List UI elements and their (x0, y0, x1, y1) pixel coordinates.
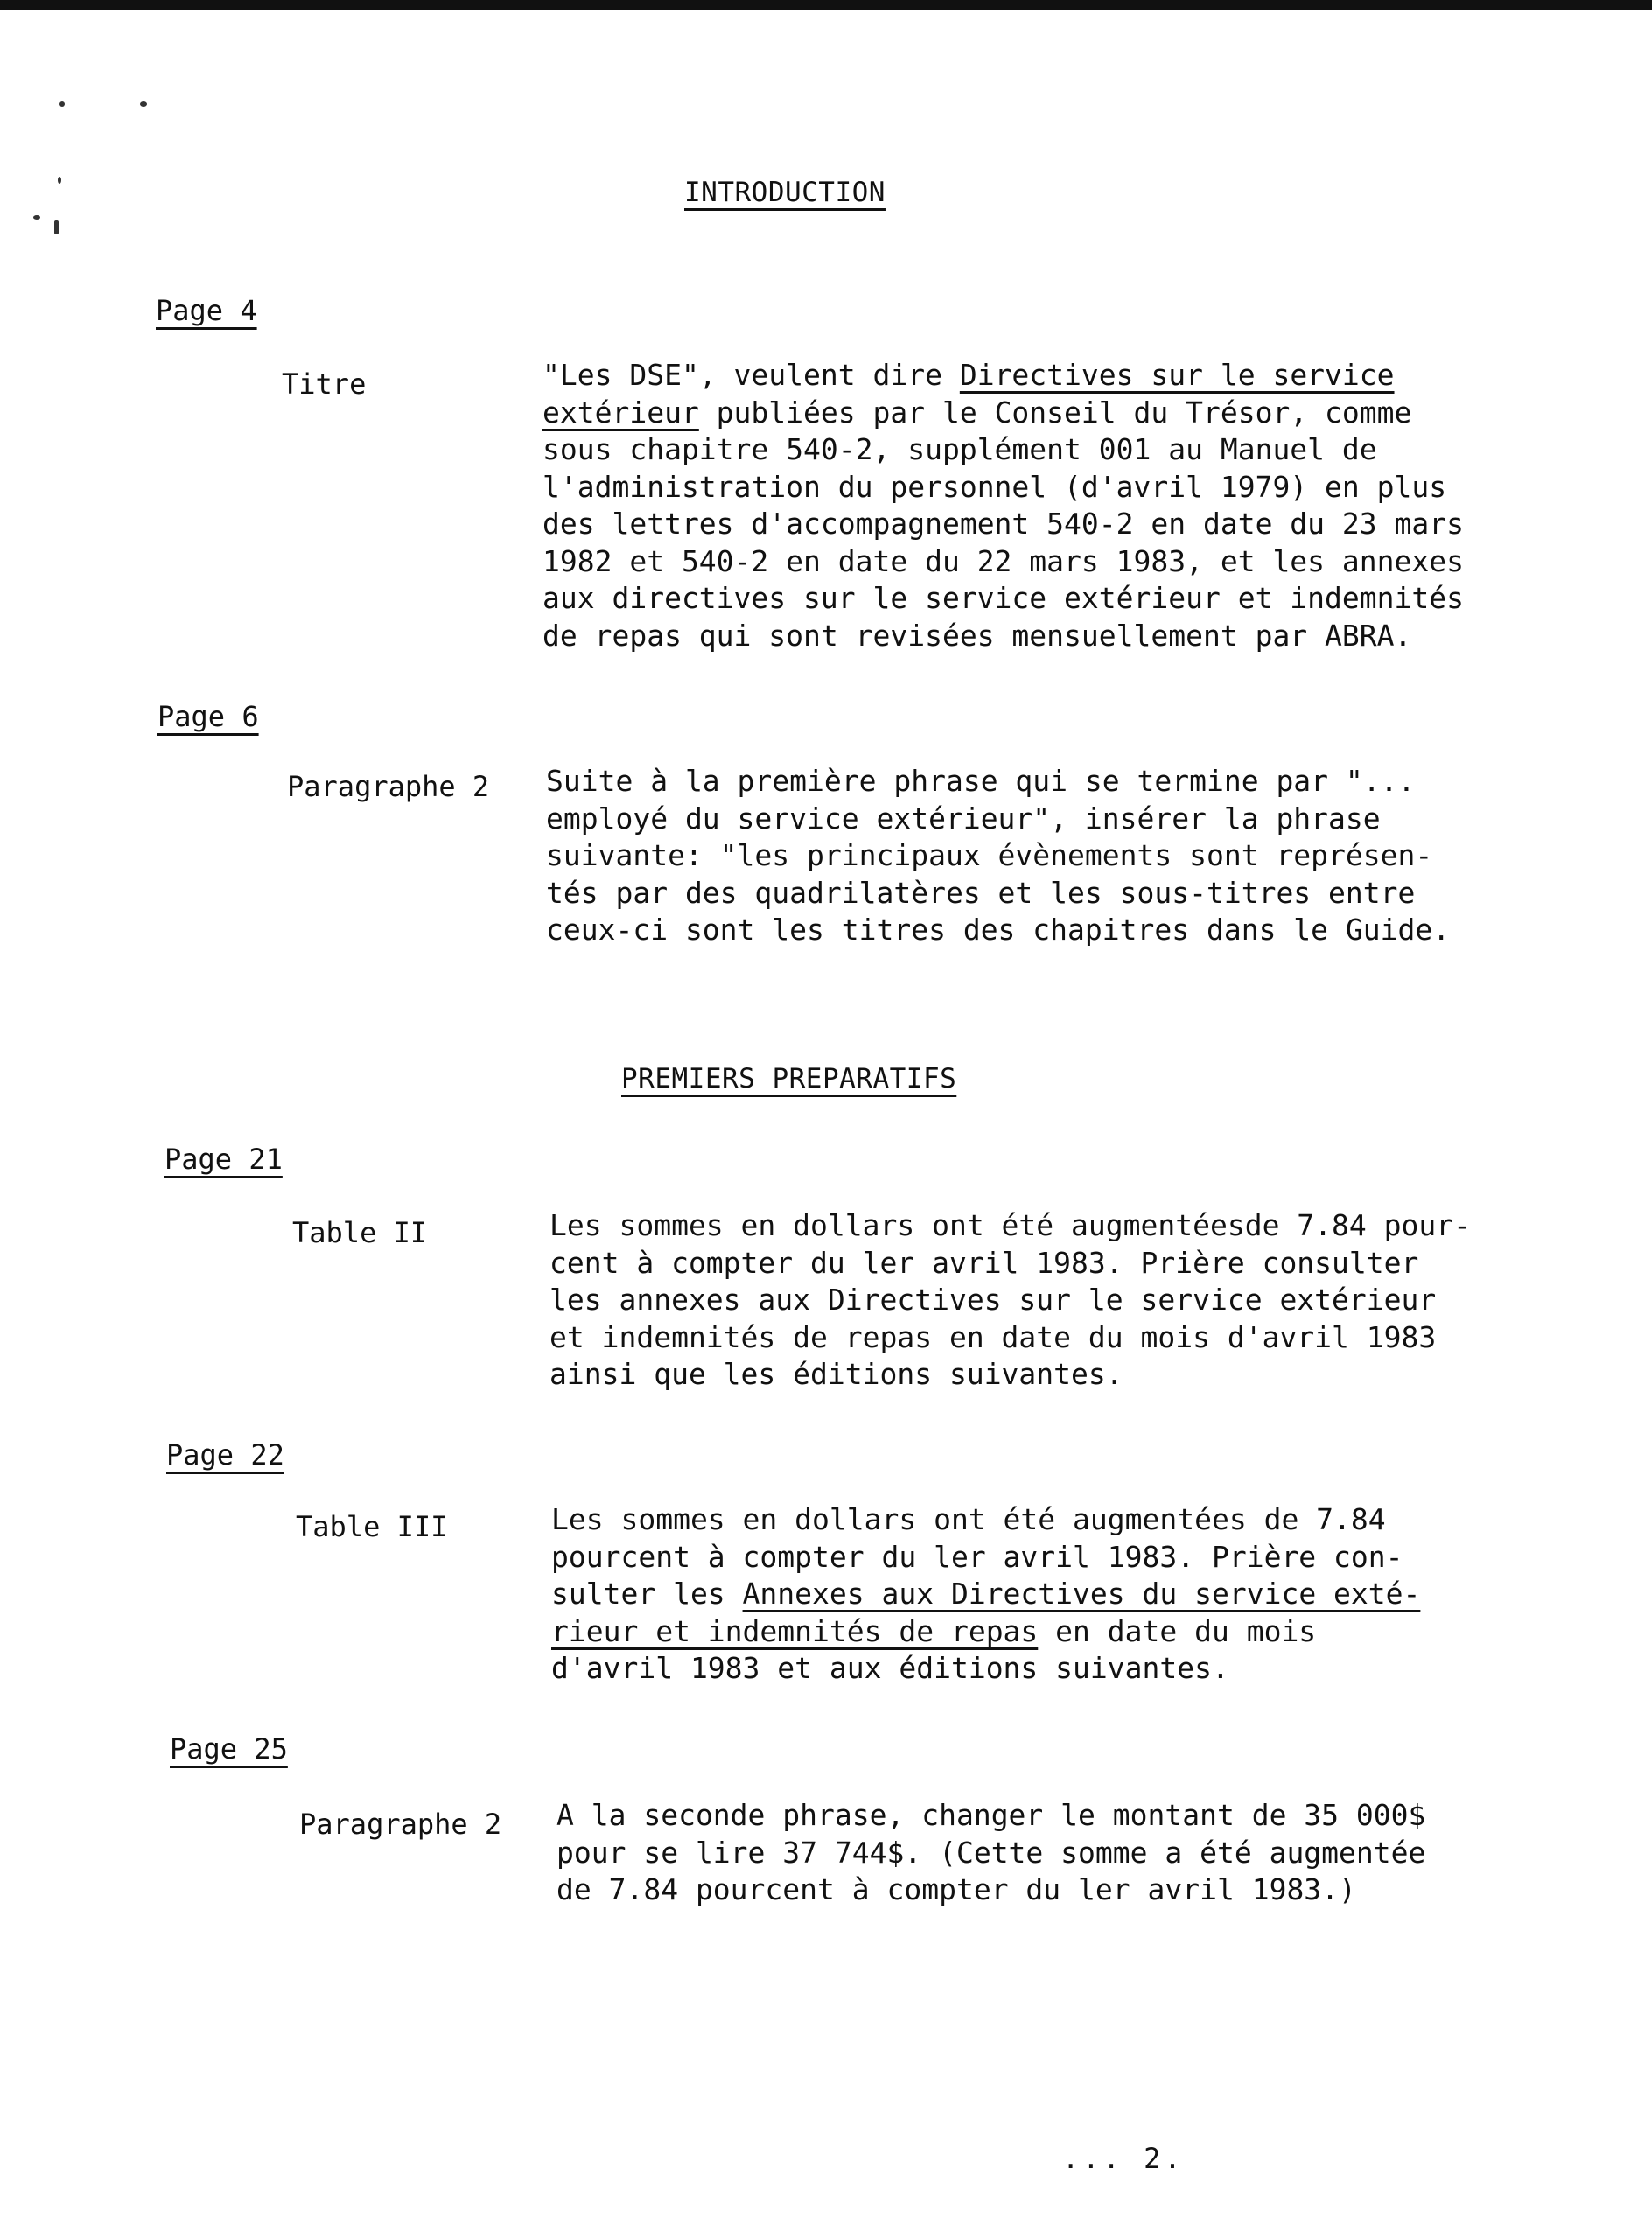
section-text (542, 357, 1464, 654)
section-text (551, 1501, 1420, 1688)
text-line: les annexes aux Directives sur le service extérieur (550, 1283, 1437, 1317)
page-reference: Page 22 (166, 1438, 284, 1472)
text-line: ceux-ci sont les titres des chapitres dans le Guide. (546, 913, 1451, 947)
section-text (550, 1207, 1471, 1394)
text-line: pourcent à compter du ler avril 1983. Prière con- (551, 1539, 1404, 1574)
text-line: tés par des quadrilatères et les sous-titres entre (546, 875, 1416, 910)
page-reference: Page 21 (164, 1143, 283, 1176)
text-line: et indemnités de repas en date du mois d'avril 1983 (550, 1319, 1437, 1354)
page-reference: Page 4 (156, 294, 257, 327)
text-line: Suite à la première phrase qui se termine par "... (546, 764, 1416, 798)
underlined-phrase: Annexes aux Directives du service exté- (742, 1577, 1421, 1611)
scan-speck (60, 101, 65, 107)
item-label: Table II (292, 1216, 428, 1249)
text-line: de repas qui sont revisées mensuellement par ABRA. (542, 618, 1412, 653)
text-line: "Les DSE", veulent dire Directives sur le service (542, 358, 1395, 392)
scan-speck (140, 101, 147, 107)
item-label: Paragraphe 2 (287, 770, 490, 803)
page-reference: Page 25 (170, 1732, 288, 1766)
text-line: l'administration du personnel (d'avril 1979) en plus (542, 469, 1447, 504)
scan-speck (54, 220, 59, 234)
text-line: A la seconde phrase, changer le montant de 35 000$ (556, 1798, 1426, 1832)
text-line: Les sommes en dollars ont été augmentéesde 7.84 pour- (550, 1208, 1471, 1242)
scan-speck (58, 177, 61, 184)
text-line: ainsi que les éditions suivantes. (550, 1357, 1124, 1391)
underlined-phrase: Directives sur le service (959, 358, 1395, 392)
text-line: de 7.84 pourcent à compter du ler avril 1983.) (556, 1872, 1356, 1906)
text-line: aux directives sur le service extérieur et indemnités (542, 581, 1464, 615)
text-line: extérieur publiées par le Conseil du Trésor, comme (542, 395, 1412, 430)
page-reference: Page 6 (158, 700, 259, 733)
heading-premiers-preparatifs: PREMIERS PREPARATIFS (621, 1063, 957, 1095)
scan-speck (33, 215, 40, 220)
text-line: pour se lire 37 744$. (Cette somme a été augmentée (556, 1835, 1426, 1870)
text-line: des lettres d'accompagnement 540-2 en date du 23 mars (542, 507, 1464, 541)
text-line: sulter les Annexes aux Directives du service exté- (551, 1577, 1421, 1611)
text-line: employé du service extérieur", insérer la phrase (546, 801, 1381, 836)
text-line: 1982 et 540-2 en date du 22 mars 1983, et les annexes (542, 543, 1464, 578)
text-line: Les sommes en dollars ont été augmentées de 7.84 (551, 1502, 1386, 1536)
heading-introduction: INTRODUCTION (684, 177, 886, 208)
item-label: Paragraphe 2 (299, 1808, 502, 1841)
page-continuation: ... 2. (1062, 2142, 1185, 2175)
section-text (556, 1797, 1425, 1909)
underlined-phrase: rieur et indemnités de repas (551, 1613, 1039, 1648)
text-line: sous chapitre 540-2, supplément 001 au Manuel de (542, 432, 1377, 466)
scan-top-edge (0, 0, 1652, 10)
text-line: rieur et indemnités de repas en date du mois (551, 1613, 1317, 1648)
section-text (546, 763, 1450, 949)
text-line: d'avril 1983 et aux éditions suivantes. (551, 1651, 1229, 1685)
item-label: Titre (282, 367, 367, 401)
text-line: cent à compter du ler avril 1983. Prière consulter (550, 1245, 1419, 1280)
underlined-phrase: extérieur (542, 395, 699, 430)
text-line: suivante: "les principaux évènements sont représen- (546, 838, 1433, 872)
item-label: Table III (296, 1510, 448, 1543)
